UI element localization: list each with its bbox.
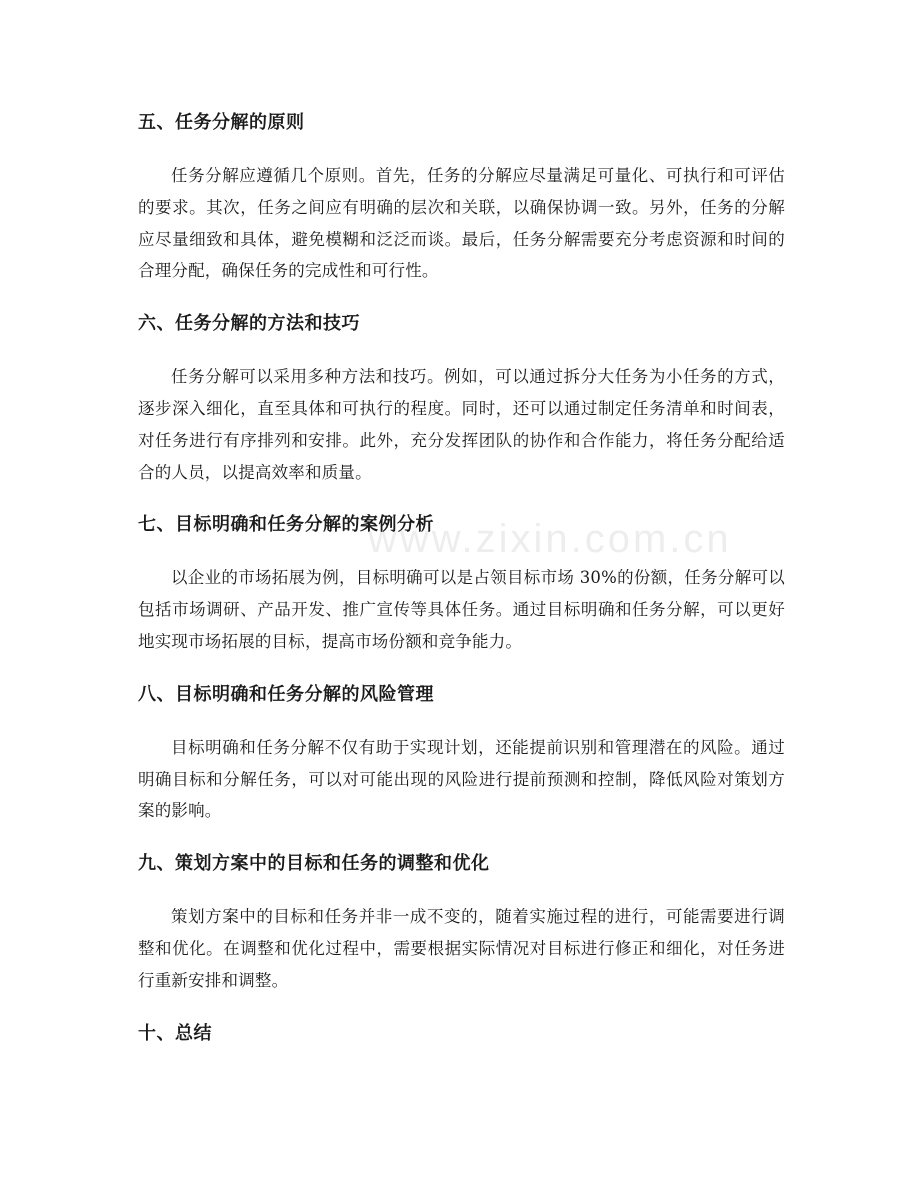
watermark: www.zixin.com.cn (368, 517, 732, 561)
section-paragraph: 任务分解可以采用多种方法和技巧。例如，可以通过拆分大任务为小任务的方式，逐步深入细化，直至具体和可执行的程度。同时，还可以通过制定任务清单和时间表，对任务进行有序排列和安排。此外，充分发挥团队的协作和合作能力，将任务分配给适合的人员，以提高效率和质量。 (138, 367, 785, 482)
section-heading: 七、目标明确和任务分解的案例分析 (138, 514, 434, 536)
section-5 (138, 100, 785, 301)
section-paragraph: 策划方案中的目标和任务并非一成不变的，随着实施过程的进行，可能需要进行调整和优化。在调整和优化过程中，需要根据实际情况对目标进行修正和细化，对任务进行重新安排和调整。 (138, 907, 785, 990)
section-8 (138, 672, 785, 841)
section-10 (138, 1011, 785, 1057)
section-heading: 十、总结 (138, 1022, 212, 1044)
section-7 (138, 502, 785, 671)
section-heading: 六、任务分解的方法和技巧 (138, 313, 360, 335)
section-heading: 五、任务分解的原则 (138, 112, 305, 133)
section-6 (138, 301, 785, 502)
document-content (138, 100, 785, 1057)
section-9 (138, 841, 785, 1010)
section-paragraph: 目标明确和任务分解不仅有助于实现计划，还能提前识别和管理潜在的风险。通过明确目标和分解任务，可以对可能出现的风险进行提前预测和控制，降低风险对策划方案的影响。 (138, 737, 785, 821)
section-heading: 八、目标明确和任务分解的风险管理 (138, 683, 434, 705)
section-paragraph: 以企业的市场拓展为例，目标明确可以是占领目标市场 30%的份额，任务分解可以包括市场调研、产品开发、推广宣传等具体任务。通过目标明确和任务分解，可以更好地实现市场拓展的目标，提高市场份额和竞争能力。 (138, 568, 785, 651)
section-heading: 九、策划方案中的目标和任务的调整和优化 (138, 853, 490, 875)
section-paragraph: 任务分解应遵循几个原则。首先，任务的分解应尽量满足可量化、可执行和可评估的要求。其次，任务之间应有明确的层次和关联，以确保协调一致。另外，任务的分解应尽量细致和具体，避免模糊和泛泛而谈。最后，任务分解需要充分考虑资源和时间的合理分配，确保任务的完成性和可行性。 (138, 166, 785, 281)
